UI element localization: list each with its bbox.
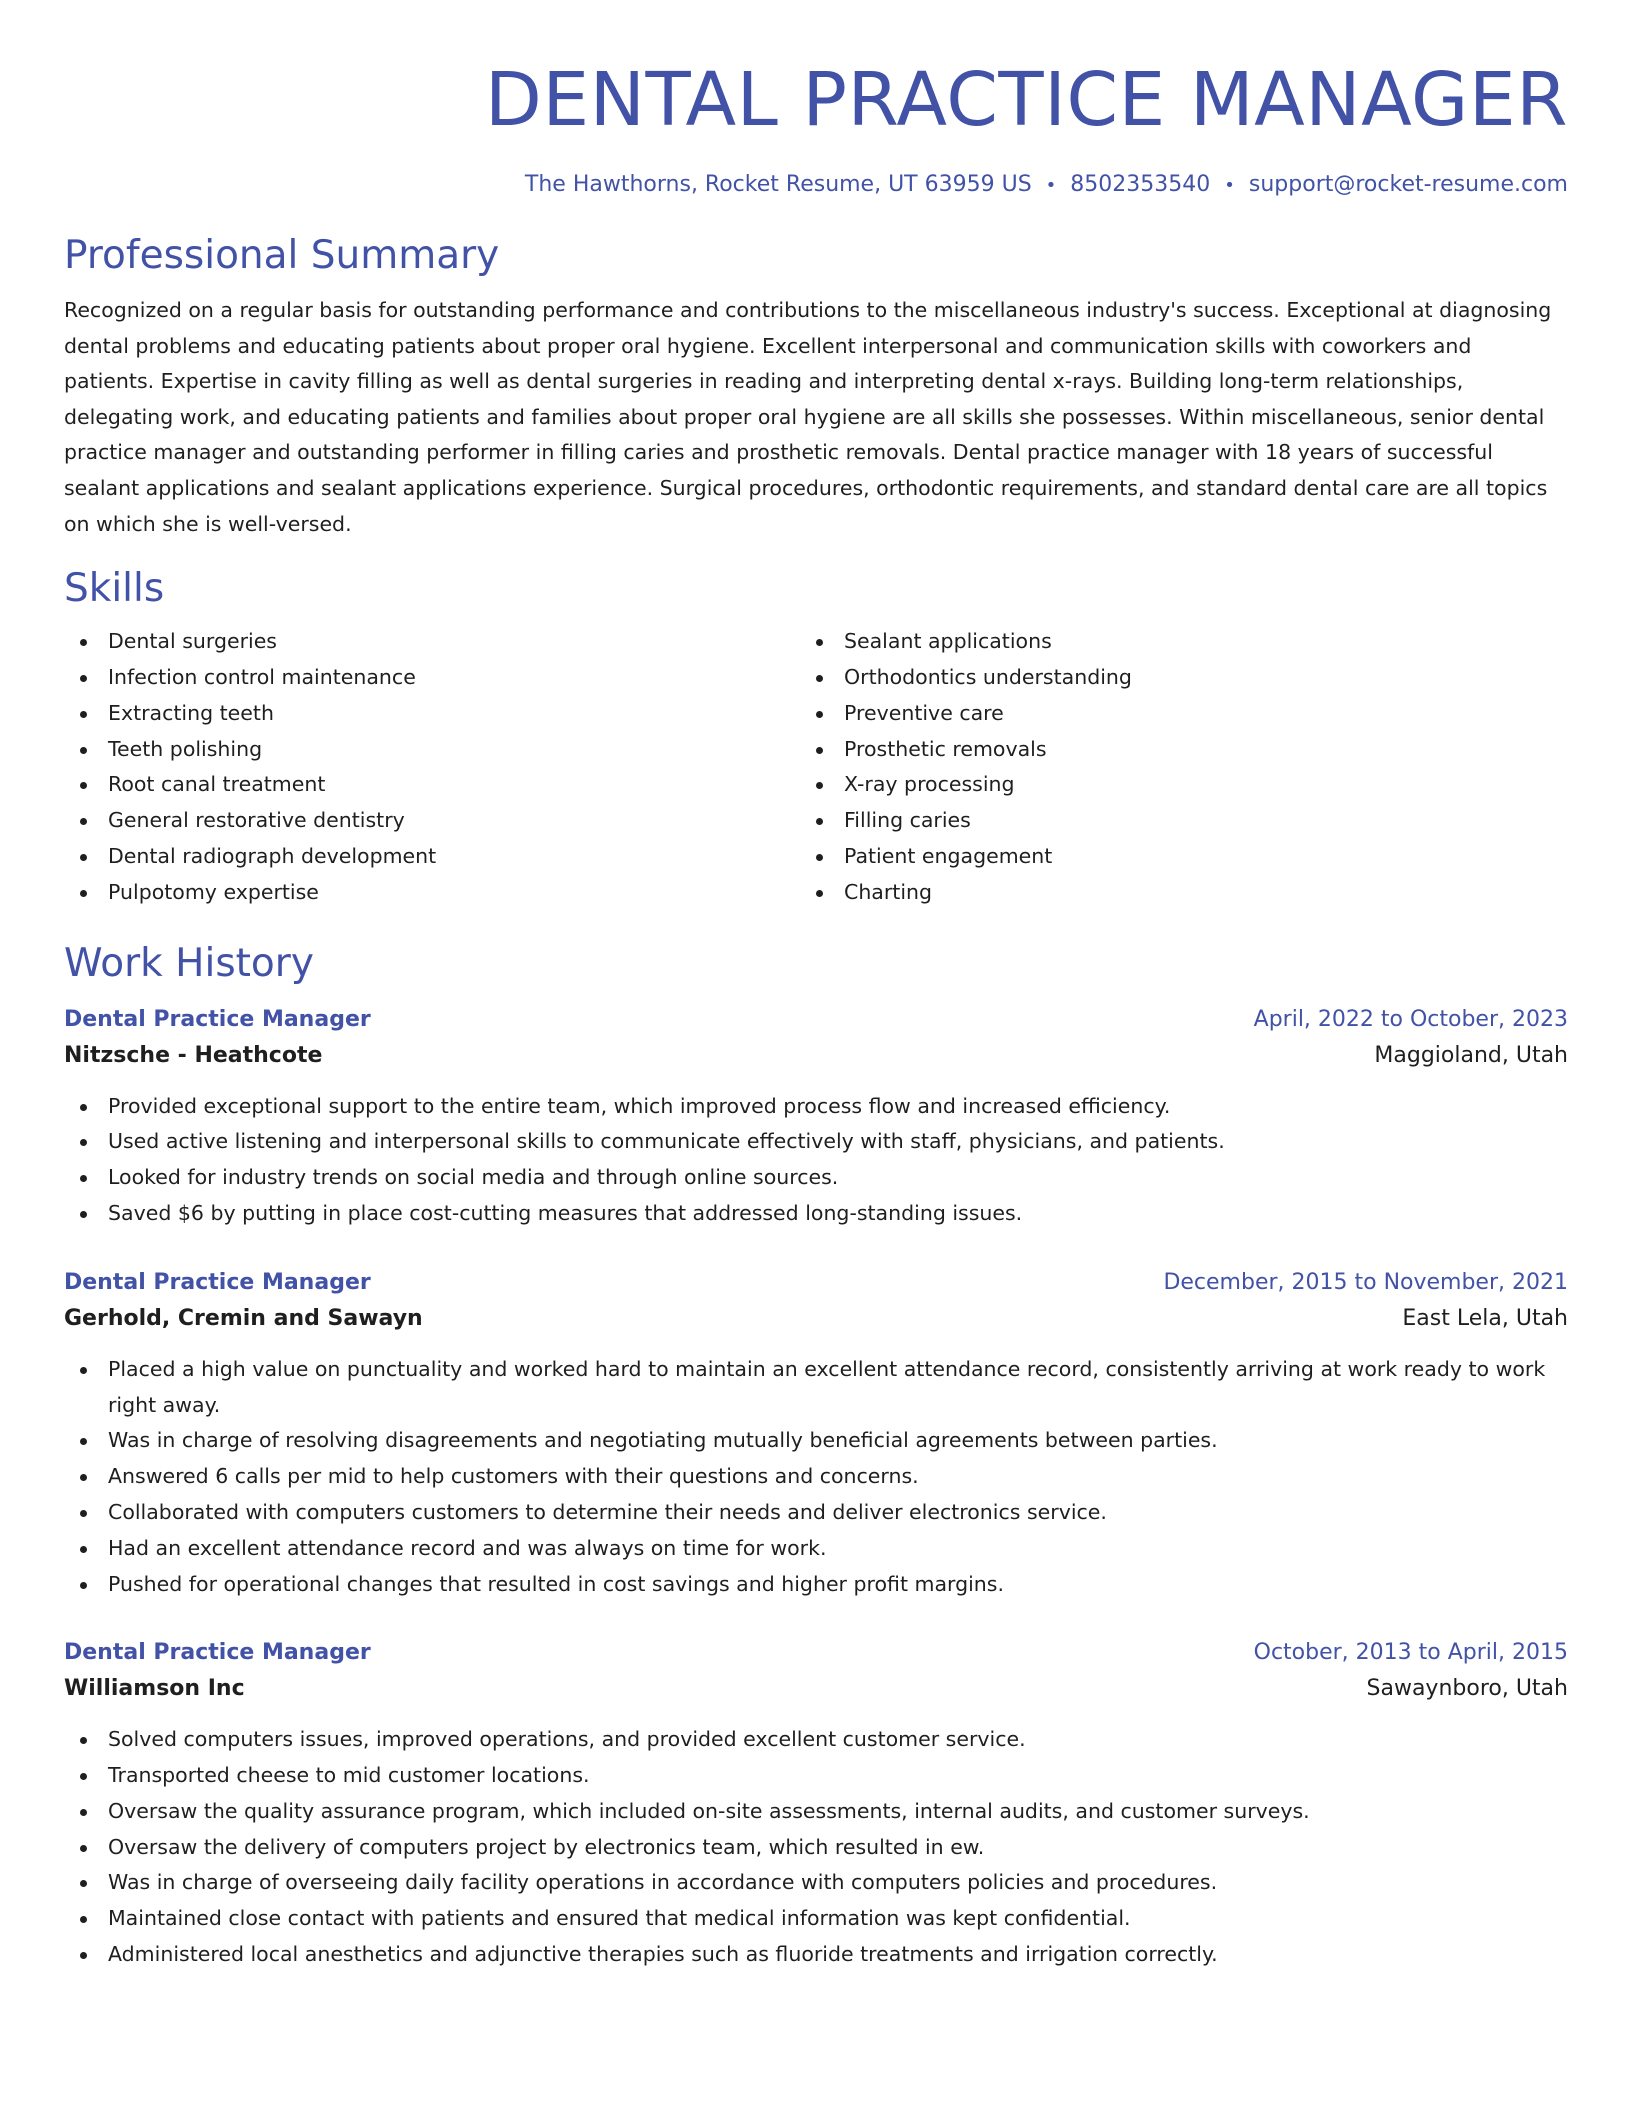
skills-list bbox=[64, 624, 1568, 910]
skill-item: X-ray processing bbox=[800, 767, 1536, 803]
resume-name: DENTAL PRACTICE MANAGER bbox=[484, 57, 1568, 143]
skill-item: General restorative dentistry bbox=[64, 803, 800, 839]
duty-item: Collaborated with computers customers to determine their needs and deliver electronics service. bbox=[64, 1495, 1568, 1531]
skills-column-left bbox=[64, 624, 800, 910]
job-company-row bbox=[64, 1670, 1568, 1708]
job-duties bbox=[64, 1722, 1568, 1973]
skill-item: Filling caries bbox=[800, 803, 1536, 839]
skill-item: Root canal treatment bbox=[64, 767, 800, 803]
skill-item: Orthodontics understanding bbox=[800, 660, 1536, 696]
skill-item: Prosthetic removals bbox=[800, 732, 1536, 768]
duty-item: Solved computers issues, improved operations, and provided excellent customer service. bbox=[64, 1722, 1568, 1758]
job-dates: October, 2013 to April, 2015 bbox=[1253, 1640, 1568, 1666]
job-company-row bbox=[64, 1300, 1568, 1338]
contact-phone[interactable]: 8502353540 bbox=[1070, 172, 1211, 197]
job-location: Sawaynboro, Utah bbox=[1366, 1676, 1568, 1702]
job-dates: December, 2015 to November, 2021 bbox=[1163, 1269, 1568, 1295]
duty-item: Transported cheese to mid customer locations. bbox=[64, 1758, 1568, 1794]
duty-item: Answered 6 calls per mid to help customers with their questions and concerns. bbox=[64, 1459, 1568, 1495]
duty-item: Administered local anesthetics and adjunctive therapies such as fluoride treatments and irrigation correctly. bbox=[64, 1937, 1568, 1973]
job-company: Gerhold, Cremin and Sawayn bbox=[64, 1305, 423, 1331]
contact-email[interactable]: support@rocket-resume.com bbox=[1248, 172, 1568, 197]
job-location: Maggioland, Utah bbox=[1374, 1042, 1568, 1068]
summary-text: Recognized on a regular basis for outstanding performance and contributions to the miscellaneous industry's success. Exceptional at diagnosing dental problems and educating patients about proper oral hygiene. Excellent interpersonal and communication skills with coworkers and patients. Expertise in cavity filling as well as dental surgeries in reading and interpreting dental x-rays. Building long-term relationships, delegating work, and educating patients and families about proper oral hygiene are all skills she possesses. Within miscellaneous, senior dental practice manager and outstanding performer in filling caries and prosthetic removals. Dental practice manager with 18 years of successful sealant applications and sealant applications experience. Surgical procedures, orthodontic requirements, and standard dental care are all topics on which she is well-versed. bbox=[64, 298, 1552, 536]
duty-item: Used active listening and interpersonal skills to communicate effectively with staff, physicians, and patients. bbox=[64, 1124, 1568, 1160]
job-title: Dental Practice Manager bbox=[64, 1006, 371, 1032]
skill-item: Extracting teeth bbox=[64, 696, 800, 732]
skill-item: Pulpotomy expertise bbox=[64, 875, 800, 911]
duty-item: Maintained close contact with patients and ensured that medical information was kept confidential. bbox=[64, 1901, 1568, 1937]
job-header-row bbox=[64, 1003, 1568, 1037]
job-entry bbox=[64, 1636, 1568, 1973]
job-location: East Lela, Utah bbox=[1402, 1305, 1568, 1331]
job-dates: April, 2022 to October, 2023 bbox=[1253, 1006, 1568, 1032]
duty-item: Pushed for operational changes that resulted in cost savings and higher profit margins. bbox=[64, 1567, 1568, 1603]
skills-heading: Skills bbox=[64, 566, 165, 612]
skills-column-right bbox=[800, 624, 1536, 910]
job-title: Dental Practice Manager bbox=[64, 1269, 371, 1295]
job-header-row bbox=[64, 1636, 1568, 1670]
contact-line bbox=[64, 170, 1568, 201]
job-entry bbox=[64, 1003, 1568, 1232]
skill-item: Dental radiograph development bbox=[64, 839, 800, 875]
job-company-row bbox=[64, 1037, 1568, 1075]
job-company: Williamson Inc bbox=[64, 1676, 245, 1702]
duty-item: Oversaw the quality assurance program, which included on-site assessments, internal audits, and customer surveys. bbox=[64, 1794, 1568, 1830]
skill-item: Patient engagement bbox=[800, 839, 1536, 875]
duty-item: Placed a high value on punctuality and worked hard to maintain an excellent attendance record, consistently arriving at work ready to work right away. bbox=[64, 1352, 1568, 1424]
summary-heading: Professional Summary bbox=[64, 233, 500, 278]
job-duties bbox=[64, 1089, 1568, 1232]
duty-item: Was in charge of resolving disagreements and negotiating mutually beneficial agreements between parties. bbox=[64, 1423, 1568, 1459]
work-history-heading: Work History bbox=[64, 940, 314, 986]
job-company: Nitzsche - Heathcote bbox=[64, 1042, 323, 1068]
duty-item: Was in charge of overseeing daily facility operations in accordance with computers policies and procedures. bbox=[64, 1865, 1568, 1901]
duty-item: Looked for industry trends on social media and through online sources. bbox=[64, 1160, 1568, 1196]
skill-item: Preventive care bbox=[800, 696, 1536, 732]
job-title: Dental Practice Manager bbox=[64, 1640, 371, 1666]
duty-item: Had an excellent attendance record and was always on time for work. bbox=[64, 1531, 1568, 1567]
duty-item: Saved $6 by putting in place cost-cutting measures that addressed long-standing issues. bbox=[64, 1196, 1568, 1232]
duty-item: Oversaw the delivery of computers project by electronics team, which resulted in ew. bbox=[64, 1830, 1568, 1866]
contact-separator: • bbox=[1224, 175, 1235, 196]
contact-address: The Hawthorns, Rocket Resume, UT 63959 US bbox=[524, 172, 1032, 197]
skill-item: Sealant applications bbox=[800, 624, 1536, 660]
job-header-row bbox=[64, 1266, 1568, 1300]
job-entry bbox=[64, 1266, 1568, 1603]
skill-item: Teeth polishing bbox=[64, 732, 800, 768]
duty-item: Provided exceptional support to the entire team, which improved process flow and increased efficiency. bbox=[64, 1089, 1568, 1125]
job-duties bbox=[64, 1352, 1568, 1603]
skill-item: Infection control maintenance bbox=[64, 660, 800, 696]
skill-item: Dental surgeries bbox=[64, 624, 800, 660]
contact-separator: • bbox=[1045, 175, 1057, 196]
skill-item: Charting bbox=[800, 875, 1536, 911]
